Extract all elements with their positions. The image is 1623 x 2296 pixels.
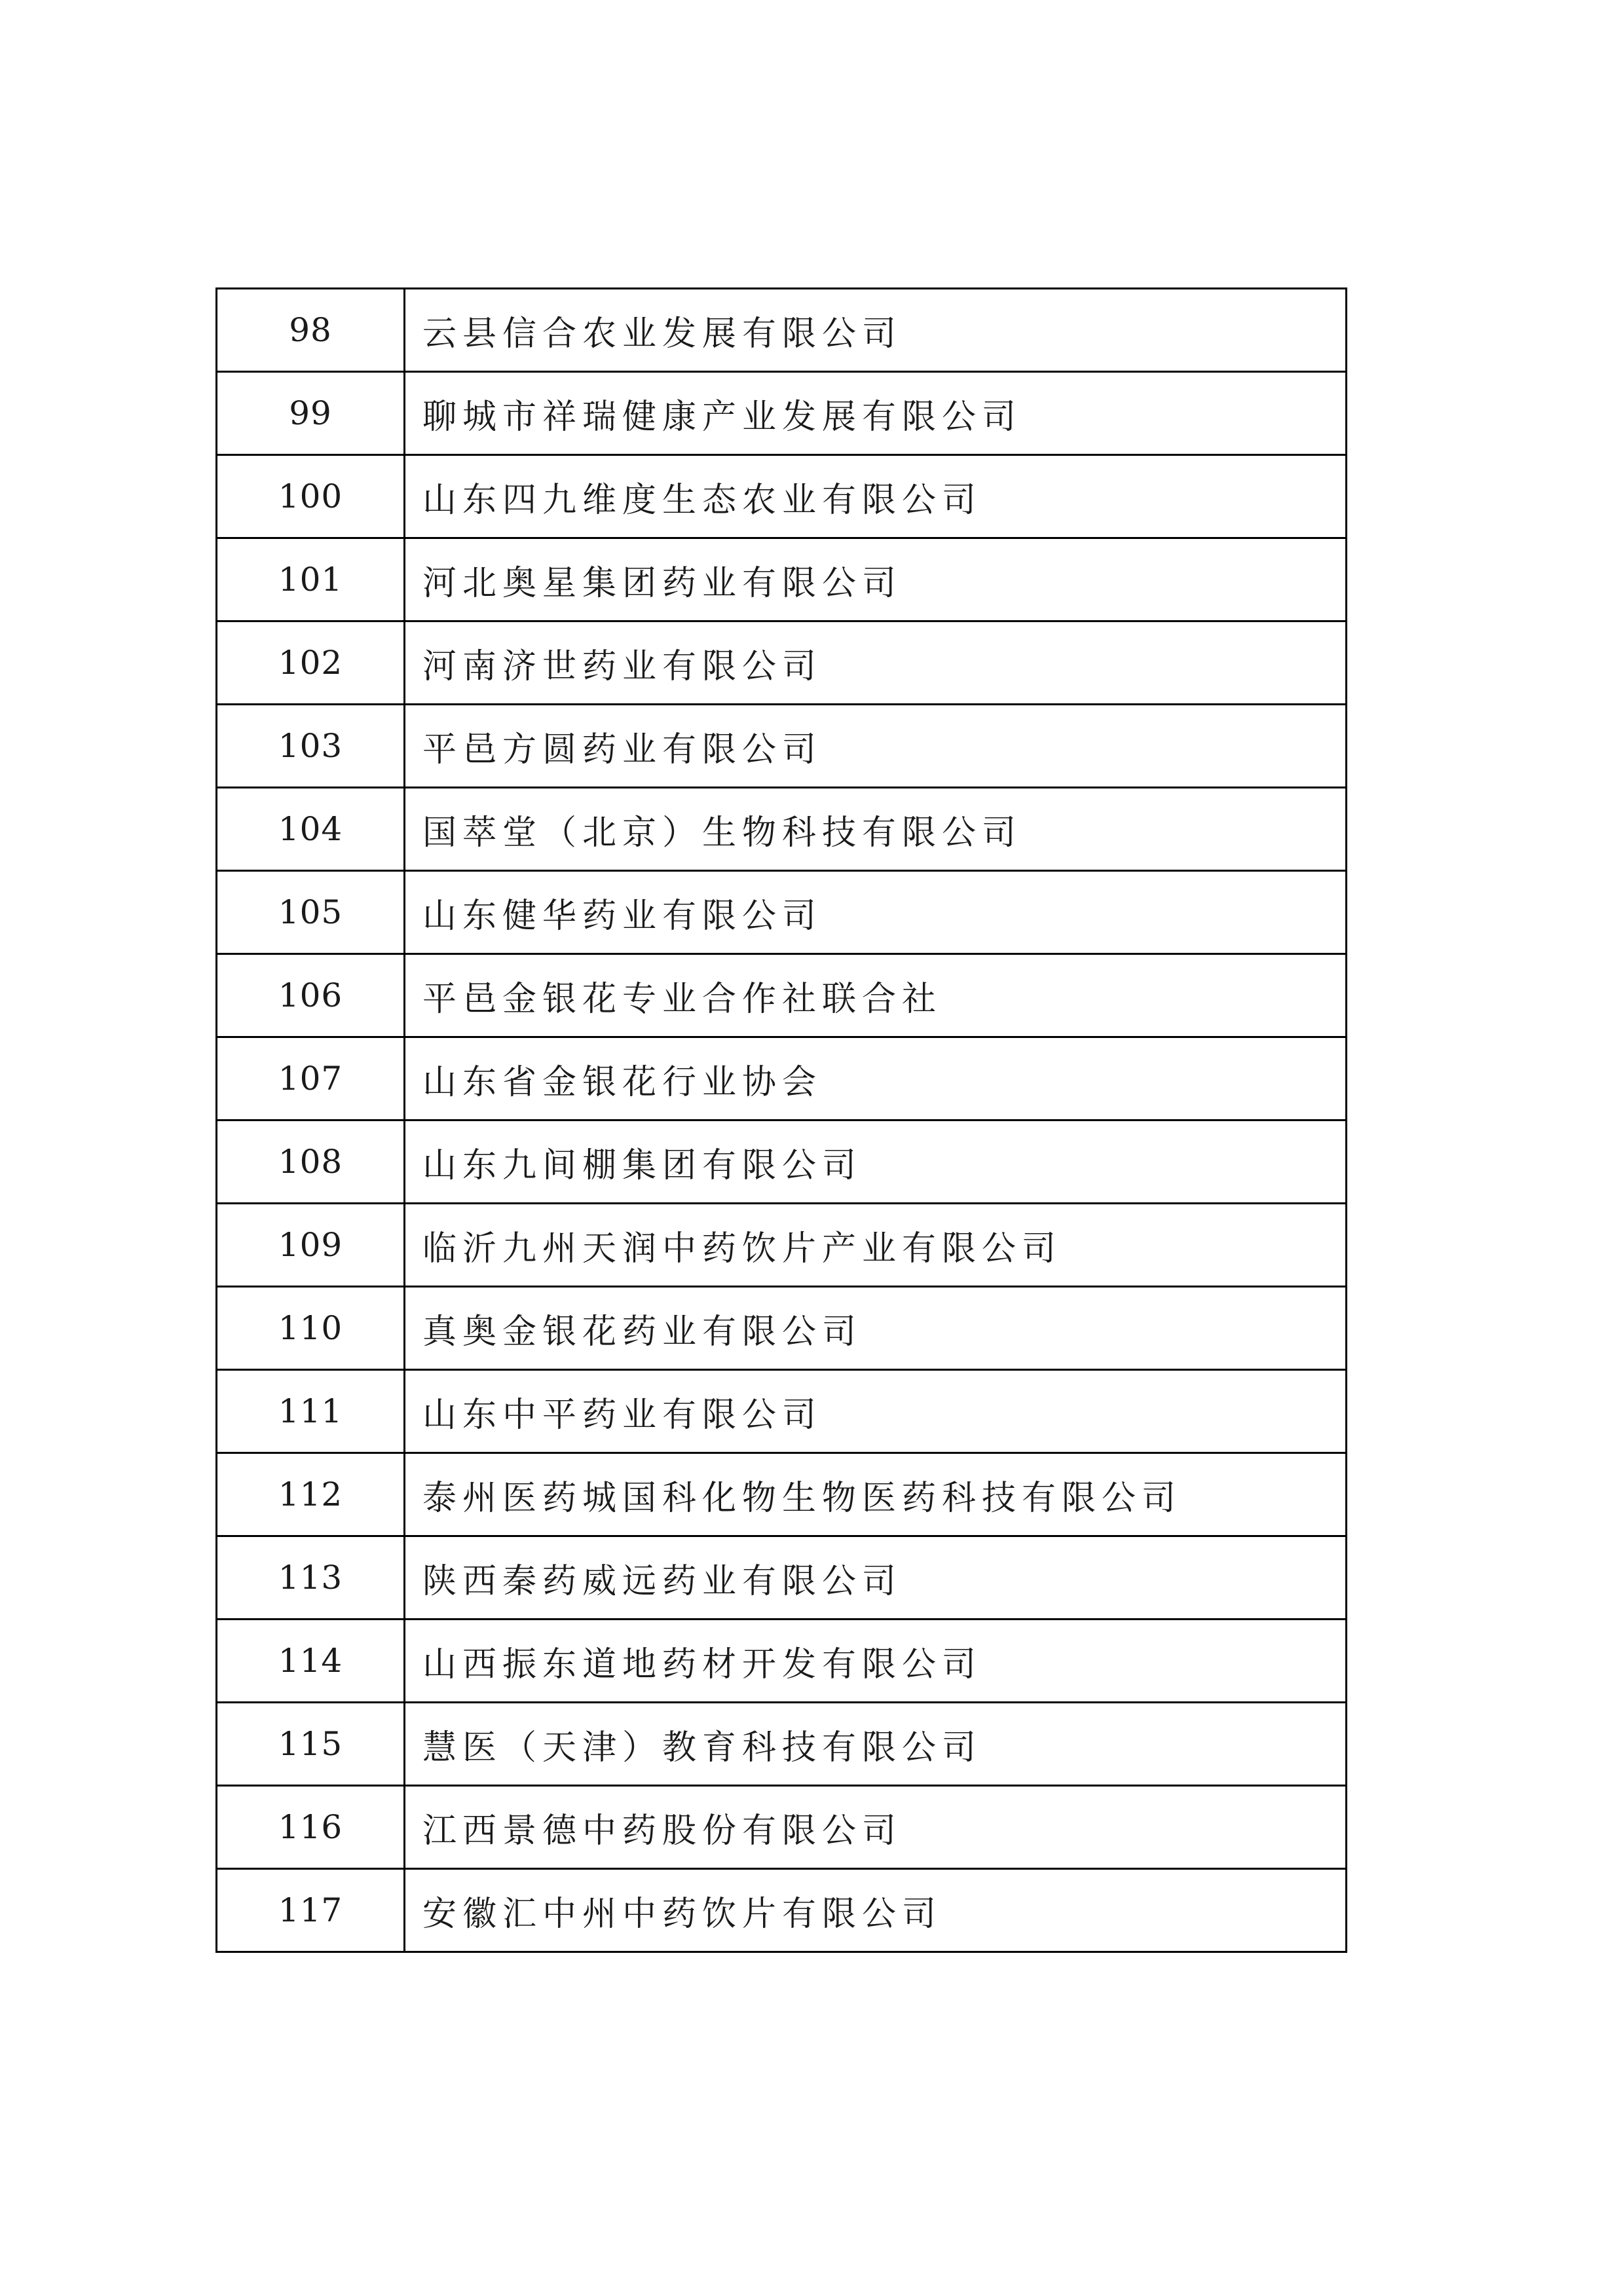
company-name: 泰州医药城国科化物生物医药科技有限公司 — [405, 1453, 1347, 1536]
row-number: 115 — [217, 1703, 405, 1786]
company-name: 真奥金银花药业有限公司 — [405, 1287, 1347, 1370]
table-row — [217, 1620, 1347, 1703]
company-name: 山东中平药业有限公司 — [405, 1370, 1347, 1453]
company-name: 安徽汇中州中药饮片有限公司 — [405, 1869, 1347, 1952]
company-name: 国萃堂（北京）生物科技有限公司 — [405, 788, 1347, 871]
table-row — [217, 1536, 1347, 1620]
row-number: 98 — [217, 289, 405, 372]
table-row — [217, 1204, 1347, 1287]
table-row — [217, 705, 1347, 788]
company-name: 山东省金银花行业协会 — [405, 1037, 1347, 1120]
row-number: 102 — [217, 621, 405, 705]
company-name: 慧医（天津）教育科技有限公司 — [405, 1703, 1347, 1786]
table-row — [217, 1120, 1347, 1204]
table-row — [217, 1287, 1347, 1370]
row-number: 99 — [217, 372, 405, 455]
table-body — [217, 289, 1347, 1952]
table-row — [217, 372, 1347, 455]
row-number: 109 — [217, 1204, 405, 1287]
company-name: 河北奥星集团药业有限公司 — [405, 538, 1347, 621]
company-list-table — [215, 287, 1347, 1953]
company-name: 河南济世药业有限公司 — [405, 621, 1347, 705]
company-name: 平邑方圆药业有限公司 — [405, 705, 1347, 788]
table-row — [217, 788, 1347, 871]
table-row — [217, 1453, 1347, 1536]
table-row — [217, 289, 1347, 372]
company-name: 江西景德中药股份有限公司 — [405, 1786, 1347, 1869]
table-row — [217, 954, 1347, 1037]
row-number: 113 — [217, 1536, 405, 1620]
row-number: 116 — [217, 1786, 405, 1869]
table-row — [217, 1370, 1347, 1453]
row-number: 100 — [217, 455, 405, 538]
table-row — [217, 621, 1347, 705]
company-name: 临沂九州天润中药饮片产业有限公司 — [405, 1204, 1347, 1287]
table-row — [217, 1037, 1347, 1120]
row-number: 103 — [217, 705, 405, 788]
table-row — [217, 538, 1347, 621]
company-name: 平邑金银花专业合作社联合社 — [405, 954, 1347, 1037]
row-number: 110 — [217, 1287, 405, 1370]
company-name: 云县信合农业发展有限公司 — [405, 289, 1347, 372]
row-number: 117 — [217, 1869, 405, 1952]
company-name: 山东健华药业有限公司 — [405, 871, 1347, 954]
table-row — [217, 1869, 1347, 1952]
table-row — [217, 1786, 1347, 1869]
row-number: 107 — [217, 1037, 405, 1120]
row-number: 108 — [217, 1120, 405, 1204]
row-number: 105 — [217, 871, 405, 954]
table-row — [217, 1703, 1347, 1786]
row-number: 104 — [217, 788, 405, 871]
row-number: 112 — [217, 1453, 405, 1536]
company-name: 山东四九维度生态农业有限公司 — [405, 455, 1347, 538]
row-number: 101 — [217, 538, 405, 621]
row-number: 111 — [217, 1370, 405, 1453]
company-name: 山西振东道地药材开发有限公司 — [405, 1620, 1347, 1703]
table-row — [217, 455, 1347, 538]
table-row — [217, 871, 1347, 954]
company-name: 山东九间棚集团有限公司 — [405, 1120, 1347, 1204]
company-name: 陕西秦药威远药业有限公司 — [405, 1536, 1347, 1620]
row-number: 114 — [217, 1620, 405, 1703]
company-name: 聊城市祥瑞健康产业发展有限公司 — [405, 372, 1347, 455]
row-number: 106 — [217, 954, 405, 1037]
